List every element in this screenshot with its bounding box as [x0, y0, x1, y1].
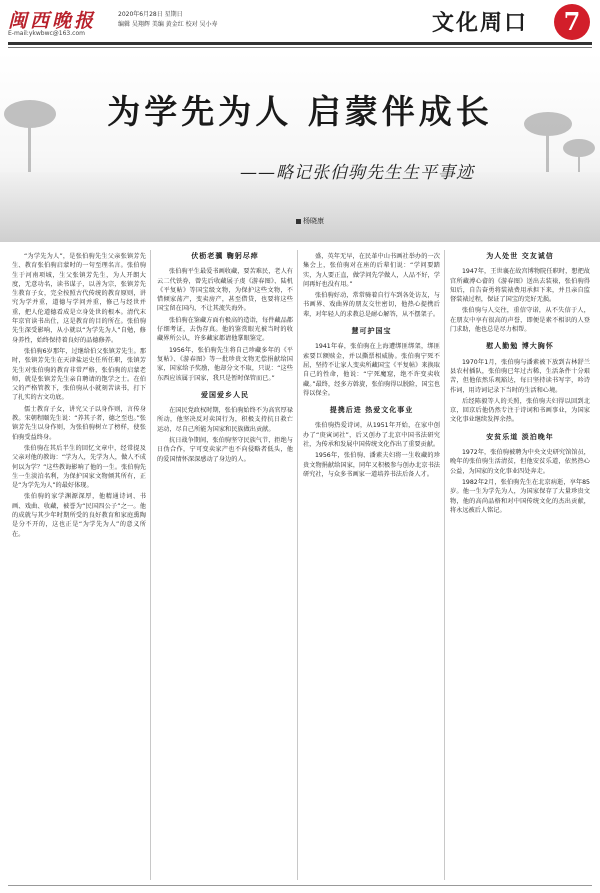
page-number-badge: 7 [554, 4, 590, 40]
paragraph: 张伯驹的家学渊源深厚，他精通诗词、书画、戏曲、收藏，被誉为“民国四公子”之一。他的成就与其少年时期所受的良好教育和家庭熏陶是分不开的，这也正是“为学先为人”的意义所在。 [12, 493, 146, 538]
section-subheading: 爱国爱乡人民 [201, 390, 249, 399]
header-rule-thin [8, 47, 592, 48]
staff-line: 编辑 吴翔辉 美编 黄金红 校对 吴小寿 [118, 21, 218, 28]
article-column-2 [157, 252, 293, 882]
section-subheading: 提携后进 热爱文化事业 [329, 406, 414, 415]
column-divider [150, 250, 151, 880]
header-rule [8, 42, 592, 45]
paragraph: 在国民党政权时期，张伯驹始终不为高官厚禄所动，他坚决反对卖国行为，积极支持抗日救亡运动，尽自己所能为国家和民族做出贡献。 [157, 407, 293, 433]
column-divider [444, 250, 445, 880]
section-title: 文化周口 [432, 10, 529, 36]
paragraph: “为学先为人”，是张伯驹先生父亲张镇芳先生、教育张伯驹启蒙时的一句至理名言。张伯驹生于河南项城，生父张镇芳先生，为人开朗大度，无意功名，读书谋子，以善为宗，张镇芳先生教育子女，完全按照古代传统的教育原则，讲究为学并重，道德与学问并重，修己与经世并重，把人伦道德看成是立身处世的根本。清代末年京官读书出仕，这是教育的目的所在。张伯驹先生深受影响，从小就以“为学先为人”自勉，修身养性，始终保持着良好的品德修养。 [12, 253, 146, 344]
paragraph: 张伯驹平生最爱书画收藏，要苦难民，老人有云二代铁券，曾先后收藏展子虔《游春图》、陆机《平复帖》等国宝级文物，为保护这些文物，不惜倾家荡产，变卖房产，甚至借贷，也要将这些国宝留在国内，不让其流失海外。 [157, 268, 293, 313]
paragraph: 抗日战争期间，张伯驹坚守民族气节，拒绝与日伪合作，宁可变卖家产也不向侵略者低头，他的爱国情怀深深感动了身边的人。 [157, 437, 293, 463]
paragraph: 1972年，张伯驹被聘为中央文史研究馆馆员，晚年的张伯驹生活清贫，但他安贫乐道，依然热心公益，为国家的文化事业四处奔走。 [450, 449, 590, 475]
paragraph: 1956年，张伯驹、潘素夫妇将一生收藏的珍贵文物捐献给国家，同年又积极参与创办北京书法研究社，与众多书画家一道培养书法后备人才。 [303, 452, 440, 478]
paragraph: 儒士教育子女，讲究父子以身作则，言传身教。宋朝程颐先生说：“养其子者，德之至也。”张镇芳先生以身作则，为张伯驹树立了榜样，使张伯驹受益终身。 [12, 405, 146, 441]
section-subheading: 慰人勤勉 博大胸怀 [486, 342, 554, 351]
paragraph: 张伯驹热爱诗词，从1951年开始，在家中创办了“庚寅词社”，后又创办了北京中国书法研究社，为传承和发展中国传统文化作出了重要贡献。 [303, 422, 440, 449]
headline: 为学先为人 启蒙伴成长 [107, 92, 493, 131]
subtitle: ——略记张伯驹先生生平事迹 [240, 163, 474, 183]
paragraph: 盛，英年无早，在民革中山书画社举办的一次集会上，张伯驹对在座的后辈们说：“学问要踏实，为人要正直，做学问先学做人，人品不好，学问再好也没有用。” [303, 253, 440, 288]
paragraph: 1941年春，张伯驹在上海遭绑匪绑架，绑匪索要巨额赎金，并以撕票相威胁。张伯驹宁死不屈，坚持不让家人变卖所藏国宝《平复帖》来换取自己的性命，他说：“宁死魔窟，绝不许变卖收藏。”最终，经多方斡旋，张伯驹得以脱险，国宝也得以保全。 [303, 343, 440, 397]
paragraph: 张伯驹在其后半生的回忆文章中，经常提及父亲对他的教诲：“学为人，先学为人，做人不成何以为学？”这些教诲影响了他的一生。张伯驹先生一生淡泊名利，为保护国家文物倾其所有，正是“为学先为人”的最好体现。 [12, 444, 146, 490]
section-subheading: 慧可护国宝 [351, 327, 392, 336]
column-divider [297, 250, 298, 880]
newspaper-logo: 闽西晚报 [8, 10, 97, 32]
paragraph: 张伯驹在鉴藏方面有极高的造诣，每件藏品都仔细考证，去伪存真。他的鉴赏眼光被当时的收藏界所公认，许多藏家都请他掌眼鉴定。 [157, 316, 293, 343]
article-column-3 [303, 252, 440, 882]
author-byline: 杨晓康 [296, 216, 324, 226]
section-subheading: 为人处世 交友诚信 [486, 252, 554, 260]
paragraph: 张伯驹好动，常常骑着自行车到各处访友，与书画界、戏曲界的朋友交往密切，他热心提携后辈，对年轻人的求教总是耐心解答，从不摆架子。 [303, 292, 440, 318]
section-subheading: 伏枥老骥 鞠躬尽瘁 [191, 252, 259, 260]
section-subheading: 安贫乐道 淡泊晚年 [486, 432, 554, 441]
paragraph: 1970年1月，张伯驹与潘素被下放到吉林舒兰县农村插队，张伯驹已年过古稀，生活条件十分艰苦，但他依然乐观豁达，每日坚持读书写字，吟诗作词，用诗词记录下当时的生活和心境。 [450, 358, 590, 394]
paragraph: 1956年，张伯驹先生将自己珍藏多年的《平复帖》、《游春图》等一批珍贵文物无偿捐献给国家，国家给予奖励，他却分文不取，只说：“这些东西应该属于国家，我只是暂时保管而已。” [157, 346, 293, 382]
paragraph: 张伯驹与人交往，重信守诺，从不失信于人，在朋友中享有很高的声誉，即便是素不相识的人登门求助，他也总是尽力相帮。 [450, 307, 590, 334]
paragraph: 1982年2月，张伯驹先生在北京病逝，享年85岁。他一生为学先为人，为国家保存了大量珍贵文物，他的高尚品格和对中国传统文化的杰出贡献，将永远被后人铭记。 [450, 478, 590, 514]
header-meta [118, 10, 218, 30]
date-line: 2020年6月28日 星期日 [118, 11, 183, 18]
paragraph: 1947年，王世襄在故宫博物院任职时，想把故宫所藏溥心畲的《游春图》送出去装裱，张伯驹得知后，自告奋勇将装裱费用承担下来，并且亲自监督装裱过程，保证了国宝的完好无损。 [450, 268, 590, 304]
paragraph: 张伯驹6岁那年，过继给伯父张镇芳先生。那时，张镇芳先生在天津盐运史任所任职，张镇芳先生对张伯驹的教育非常严格，张伯驹的启蒙老师，就是张镇芳先生亲自聘请的饱学之士。在伯父的严格管教下，张伯驹从小就刻苦读书，打下了扎实的古文功底。 [12, 347, 146, 402]
banner [0, 52, 600, 242]
email-line: E-mail:ykwbwc@163.com [8, 30, 85, 37]
article-column-1 [12, 252, 146, 882]
footer-rule [8, 885, 592, 886]
article-column-4 [450, 252, 590, 882]
paragraph: 后经陈毅等人的关照，张伯驹夫妇得以回到北京，回京后他仍然专注于诗词和书画事业，为国家文化事业继续发挥余热。 [450, 397, 590, 424]
